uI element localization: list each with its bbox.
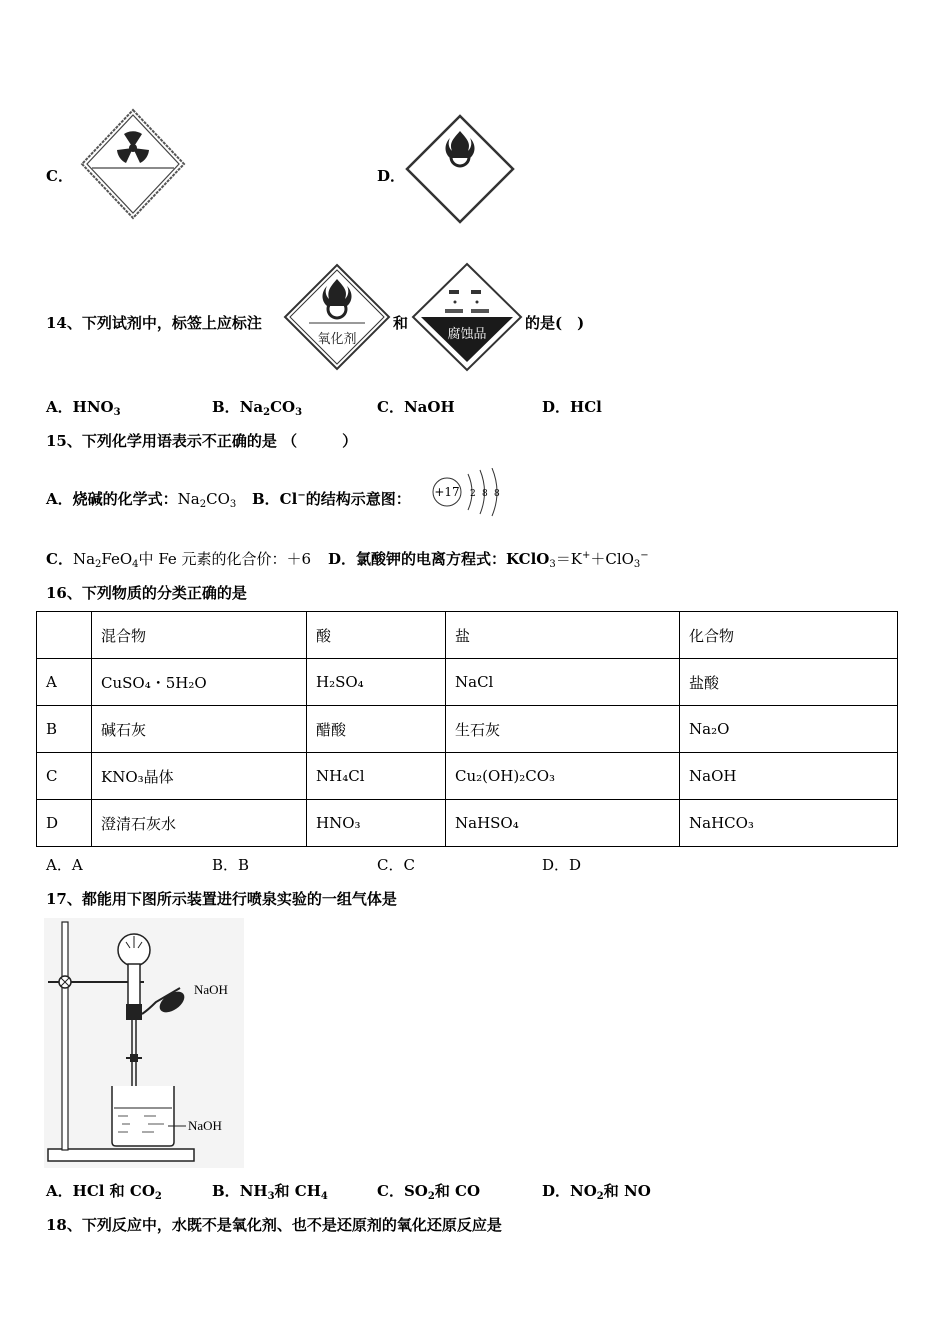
q14-option-a: A．$HNO_3$ — [46, 398, 121, 418]
table-header-cell: 盐 — [446, 612, 680, 659]
q15-option-b: B．Cl−的结构示意图： — [252, 490, 411, 508]
table-cell: HNO₃ — [307, 800, 446, 847]
table-cell: 生石灰 — [446, 706, 680, 753]
fountain-experiment-apparatus — [44, 918, 244, 1168]
q14-option-d: D．HCl — [542, 398, 602, 416]
table-header-cell: 混合物 — [92, 612, 307, 659]
table-cell: Cu₂(OH)₂CO₃ — [446, 753, 680, 800]
q15-stem: 15、下列化学用语表示不正确的是 （ ） — [46, 432, 358, 450]
chlorine-ion-structure-diagram — [430, 468, 506, 518]
q14-option-b: B．$Na_2CO_3$ — [212, 398, 303, 418]
oxidizer-label-sign — [283, 263, 391, 371]
naoh-dropper-label: NaOH — [194, 982, 228, 997]
q17-option-c: C．$SO_2$和 CO — [377, 1182, 481, 1202]
q17-option-d: D．$NO_2$和 NO — [542, 1182, 651, 1202]
q14-stem-suffix: 的是( ) — [525, 314, 585, 332]
shell-2-count: 8 — [482, 489, 488, 499]
table-cell: NaCl — [446, 659, 680, 706]
table-cell: CuSO₄・5H₂O — [92, 659, 307, 706]
table-header-cell: 化合物 — [680, 612, 898, 659]
table-cell: C — [37, 753, 92, 800]
q17-option-a: A．HCl 和 $CO_2$ — [46, 1182, 162, 1202]
table-row — [37, 659, 898, 706]
table-header-row — [37, 612, 898, 659]
q15-option-c: C．$Na_2FeO_4$中 Fe 元素的化合价：＋6 — [46, 550, 312, 570]
table-cell: NH₄Cl — [307, 753, 446, 800]
q16-option-d: D．D — [542, 856, 582, 874]
q16-option-b: B．B — [212, 856, 250, 874]
q16-stem: 16、下列物质的分类正确的是 — [46, 584, 247, 602]
table-header-cell — [37, 612, 92, 659]
q14-stem-prefix: 14、下列试剂中，标签上应标注 — [46, 314, 262, 332]
table-cell: NaHSO₄ — [446, 800, 680, 847]
q14-option-c: C．NaOH — [377, 398, 455, 416]
oxidizer-hazard-sign — [404, 113, 516, 225]
table-cell: D — [37, 800, 92, 847]
q18-stem: 18、下列反应中，水既不是氧化剂、也不是还原剂的氧化还原反应是 — [46, 1216, 502, 1234]
table-cell: NaHCO₃ — [680, 800, 898, 847]
table-cell: KNO₃晶体 — [92, 753, 307, 800]
q16-option-a: A．A — [46, 856, 83, 874]
table-row — [37, 800, 898, 847]
table-cell: H₂SO₄ — [307, 659, 446, 706]
q17-option-b: B．$NH_3$和 $CH_4$ — [212, 1182, 328, 1202]
q14-and: 和 — [393, 314, 409, 332]
corrosive-label-sign — [411, 262, 523, 372]
table-cell: B — [37, 706, 92, 753]
q17-stem: 17、都能用下图所示装置进行喷泉实验的一组气体是 — [46, 890, 397, 908]
table-cell: A — [37, 659, 92, 706]
table-cell: 醋酸 — [307, 706, 446, 753]
table-cell: 澄清石灰水 — [92, 800, 307, 847]
q15-option-a: A．烧碱的化学式：$Na_2CO_3$ — [46, 490, 237, 510]
oxidizer-label-text: 氧化剂 — [317, 332, 357, 347]
q13-option-d-label: D． — [377, 167, 406, 185]
table-row — [37, 706, 898, 753]
corrosive-label-text: 腐蚀品 — [447, 327, 487, 342]
classification-table — [36, 611, 898, 847]
naoh-beaker-label: NaOH — [188, 1118, 222, 1133]
table-cell: 盐酸 — [680, 659, 898, 706]
table-cell: Na₂O — [680, 706, 898, 753]
shell-1-count: 2 — [470, 489, 476, 499]
q15-option-d: D．氯酸钾的电离方程式：KClO$_3$＝K+＋ClO$_3$− — [328, 550, 649, 570]
q13-option-c-label: C． — [46, 167, 73, 185]
table-cell: NaOH — [680, 753, 898, 800]
radioactive-hazard-sign — [80, 108, 186, 220]
table-cell: 碱石灰 — [92, 706, 307, 753]
shell-3-count: 8 — [494, 489, 500, 499]
q16-option-c: C．C — [377, 856, 415, 874]
table-row — [37, 753, 898, 800]
nucleus-charge: +17 — [434, 485, 460, 499]
table-header-cell: 酸 — [307, 612, 446, 659]
